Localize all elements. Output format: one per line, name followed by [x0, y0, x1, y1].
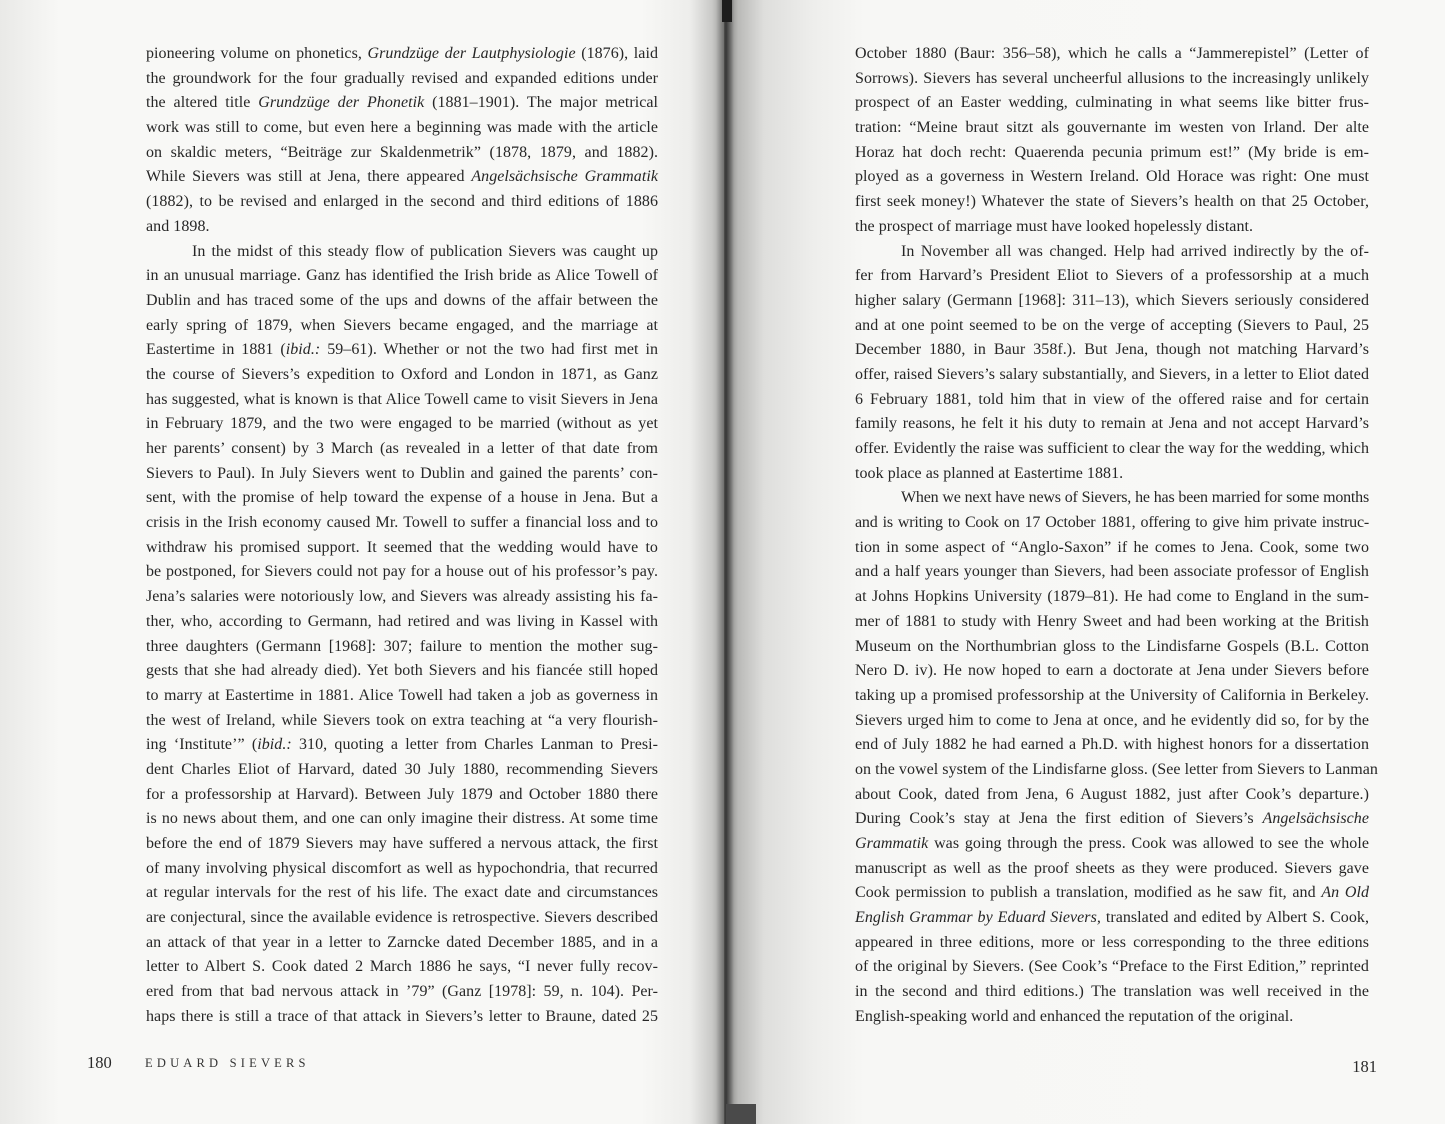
text-line: are conjectural, since the available evidence is retrospective. Sievers described	[146, 909, 658, 927]
text-line: fer from Harvard’s President Eliot to Sievers of a professorship at a much	[855, 267, 1369, 285]
text-line: the west of Ireland, while Sievers took on extra teaching at “a very flourish-	[146, 711, 658, 729]
text-line: ing ‘Institute’” (ibid.: 310, quoting a letter from Charles Lanman to Presi-	[146, 736, 658, 754]
text-line: on the vowel system of the Lindisfarne gloss. (See letter from Sievers to Lanman	[855, 760, 1378, 778]
text-line: in an unusual marriage. Ganz has identified the Irish bride as Alice Towell of	[146, 267, 658, 285]
text-line: In November all was changed. Help had arrived indirectly by the of-	[901, 242, 1369, 260]
text-line: Eastertime in 1881 (ibid.: 59–61). Whether or not the two had first met in	[146, 341, 659, 359]
text-line: is no news about them, and one can only imagine their distress. At some time	[146, 810, 658, 828]
text-line: and at one point seemed to be on the verge of accepting (Sievers to Paul, 25	[855, 316, 1369, 334]
text-line: work was still to come, but even here a beginning was made with the article	[146, 119, 658, 137]
text-line: family reasons, he felt it his duty to remain at Jena and not accept Harvard’s	[855, 415, 1369, 433]
text-line: ployed as a governess in Western Ireland. Old Horace was right: One must	[855, 168, 1369, 186]
left-page-number: 180	[87, 1053, 112, 1072]
text-line: haps there is still a trace of that attack in Sievers’s letter to Braune, dated 25	[146, 1007, 658, 1025]
text-line: of many involving physical discomfort as well as hypochondria, that recurred	[146, 859, 658, 877]
text-line: took place as planned at Eastertime 1881.	[855, 464, 1124, 482]
right-page-number: 181	[1352, 1057, 1377, 1076]
text-line: before the end of 1879 Sievers may have suffered a nervous attack, the first	[146, 835, 658, 852]
text-line: Sievers urged him to come to Jena at once, and he evidently did so, for by the	[855, 711, 1369, 729]
text-line: in February 1879, and the two were engaged to be married (without as yet	[146, 415, 658, 433]
text-line: be postponed, for Sievers could not pay for a house out of his professor’s pay.	[146, 563, 658, 581]
text-line: the course of Sievers’s expedition to Oxford and London in 1871, as Ganz	[146, 365, 658, 383]
text-line: ther, who, according to Germann, had retired and was living in Kassel with	[146, 612, 658, 630]
text-line: on skaldic meters, “Beiträge zur Skaldenmetrik” (1878, 1879, and 1882).	[146, 143, 658, 161]
text-line: the prospect of marriage must have looked hopelessly distant.	[855, 217, 1254, 235]
text-line: higher salary (Germann [1968]: 311–13), which Sievers seriously considered	[855, 291, 1369, 309]
left-page-text-column	[146, 42, 658, 1030]
text-line: English Grammar by Eduard Sievers, translated and edited by Albert S. Cook,	[855, 909, 1369, 927]
text-line: offer. Evidently the raise was sufficient to clear the way for the wedding, which	[855, 440, 1369, 457]
text-line: gests that she had already died). Yet both Sievers and his fiancée still hoped	[146, 662, 658, 680]
text-line: early spring of 1879, when Sievers became engaged, and the marriage at	[146, 316, 658, 334]
text-line: mer of 1881 to study with Henry Sweet and had been working at the British	[855, 612, 1369, 630]
text-line: Nero D. iv). He now hoped to earn a doctorate at Jena under Sievers before	[855, 662, 1369, 680]
text-line: an attack of that year in a letter to Zarncke dated December 1885, and in a	[146, 933, 658, 951]
text-line: first seek money!) Whatever the state of Sievers’s health on that 25 October,	[855, 193, 1369, 211]
text-line: pioneering volume on phonetics, Grundzüge der Lautphysiologie (1876), laid	[146, 45, 658, 62]
right-page	[724, 0, 1445, 1124]
text-line: Cook permission to publish a translation, modified as he saw fit, and An Old	[855, 884, 1369, 902]
text-line: Dublin and has traced some of the ups and downs of the affair between the	[146, 291, 658, 309]
text-line: has suggested, what is known is that Alice Towell came to visit Sievers in Jena	[146, 390, 658, 408]
text-line: three daughters (Germann [1968]: 307; failure to mention the mother sug-	[146, 637, 658, 655]
text-line: In the midst of this steady flow of publication Sievers was caught up	[192, 242, 658, 260]
text-line: Horaz hat doch recht: Quaerenda pecunia primum est!” (My bride is em-	[855, 143, 1369, 161]
text-line: end of July 1882 he had earned a Ph.D. with highest honors for a dissertation	[855, 736, 1369, 754]
text-line: ered from that bad nervous attack in ’79” (Ganz [1978]: 59, n. 104). Per-	[146, 983, 658, 1001]
book-gutter-shadow	[716, 0, 734, 1124]
text-line: sent, with the promise of help toward the expense of a house in Jena. But a	[146, 489, 658, 507]
running-head: EDUARD SIEVERS	[145, 1056, 310, 1070]
text-line: December 1880, in Baur 358f.). But Jena, though not matching Harvard’s	[855, 341, 1369, 359]
text-line: crisis in the Irish economy caused Mr. Towell to suffer a financial loss and to	[146, 514, 658, 532]
text-line: to marry at Eastertime in 1881. Alice Towell had taken a job as governess in	[146, 686, 658, 704]
text-line: and is writing to Cook on 17 October 1881, offering to give him private instruc-	[855, 514, 1369, 532]
text-line: and 1898.	[146, 217, 210, 235]
text-line: at Johns Hopkins University (1879–81). He had come to England in the sum-	[855, 588, 1369, 606]
text-line: Sievers to Paul). In July Sievers went to Dublin and gained the parents’ con-	[146, 464, 658, 482]
text-line: the groundwork for the four gradually revised and expanded editions under	[146, 69, 658, 87]
text-line: October 1880 (Baur: 356–58), which he calls a “Jammerepistel” (Letter of	[855, 45, 1369, 62]
text-line: 6 February 1881, told him that in view of the offered raise and for certain	[855, 390, 1369, 408]
text-line: appeared in three editions, more or less corresponding to the three editions	[855, 933, 1369, 951]
text-line: offer, raised Sievers’s salary substantially, and Sievers, in a letter to Eliot dated	[855, 365, 1369, 383]
binding-edge-bottom	[726, 1104, 756, 1124]
right-page-text-column	[855, 42, 1378, 1030]
text-line: about Cook, dated from Jena, 6 August 1882, just after Cook’s departure.)	[855, 785, 1369, 803]
text-line: tration: “Meine braut sitzt als gouvernante im westen von Irland. Der alte	[855, 119, 1369, 137]
text-line: (1882), to be revised and enlarged in the second and third editions of 1886	[146, 193, 658, 211]
binding-edge-top	[722, 0, 732, 22]
text-line: While Sievers was still at Jena, there appeared Angelsächsische Grammatik	[146, 168, 658, 186]
text-line: Sorrows). Sievers has several uncheerful allusions to the increasingly unlikely	[855, 69, 1369, 87]
text-line: manuscript as well as the proof sheets as they were produced. Sievers gave	[855, 859, 1369, 877]
text-line: the altered title Grundzüge der Phonetik (1881–1901). The major metrical	[146, 94, 659, 112]
text-line: English-speaking world and enhanced the reputation of the original.	[855, 1007, 1294, 1025]
text-line: for a professorship at Harvard). Between July 1879 and October 1880 there	[146, 785, 658, 803]
text-line: dent Charles Eliot of Harvard, dated 30 July 1880, recommending Sievers	[146, 760, 658, 778]
text-line: letter to Albert S. Cook dated 2 March 1886 he says, “I never fully recov-	[146, 958, 658, 976]
text-line: Grammatik was going through the press. Cook was allowed to see the whole	[855, 835, 1369, 852]
text-line: at regular intervals for the rest of his life. The exact date and circumstances	[146, 884, 658, 902]
text-line: withdraw his promised support. It seemed that the wedding would have to	[146, 538, 658, 556]
text-line: During Cook’s stay at Jena the first edition of Sievers’s Angelsächsische	[855, 810, 1369, 828]
text-line: taking up a promised professorship at the University of California in Berkeley.	[855, 686, 1369, 704]
text-line: and a half years younger than Sievers, had been associate professor of English	[855, 563, 1369, 581]
text-line: prospect of an Easter wedding, culminating in what seems like bitter frus-	[855, 94, 1369, 112]
text-line: When we next have news of Sievers, he has been married for some months	[901, 489, 1369, 507]
text-line: tion in some aspect of “Anglo-Saxon” if he comes to Jena. Cook, some two	[855, 538, 1369, 556]
text-line: of the original by Sievers. (See Cook’s “Preface to the First Edition,” reprinted	[855, 958, 1369, 976]
text-line: Museum on the Northumbrian gloss to the Lindisfarne Gospels (B.L. Cotton	[855, 637, 1369, 655]
text-line: her parents’ consent) by 3 March (as revealed in a letter of that date from	[146, 440, 658, 457]
text-line: Jena’s salaries were notoriously low, and Sievers was already assisting his fa-	[146, 588, 658, 606]
text-line: in the second and third editions.) The translation was well received in the	[855, 983, 1369, 1001]
